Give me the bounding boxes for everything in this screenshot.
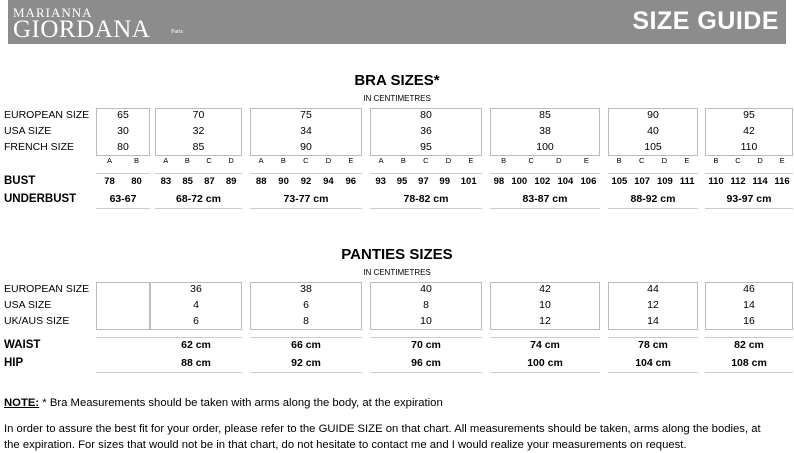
usa-size: 10: [539, 299, 551, 311]
cup-letter: E: [779, 156, 785, 165]
panties-row-label-usa: USA SIZE: [4, 299, 52, 311]
brand-name-main: GIORDANA: [13, 16, 151, 43]
cup-letters-row: [370, 156, 482, 166]
french-size: 85: [192, 141, 205, 153]
panties-row-label-eu: EUROPEAN SIZE: [4, 283, 90, 295]
cup-letter: C: [206, 156, 212, 165]
cup-letter: B: [713, 156, 719, 165]
hip-value: 92 cm: [291, 357, 321, 369]
eu-size: 95: [743, 109, 755, 121]
note-label: NOTE:: [4, 397, 40, 409]
uk-aus-size: 16: [743, 315, 755, 327]
bust-values-row: [155, 174, 242, 189]
eu-size: 42: [539, 283, 551, 295]
bust-value: 107: [634, 176, 651, 187]
usa-size: 8: [423, 299, 429, 311]
hip-value: 104 cm: [635, 357, 671, 369]
bust-values-row: [608, 174, 698, 189]
cup-letter: E: [583, 156, 589, 165]
bust-value: 90: [278, 176, 289, 187]
usa-size: 14: [743, 299, 755, 311]
usa-size: 36: [420, 125, 432, 137]
panties-sizes-title: PANTIES SIZES: [341, 246, 453, 263]
hip-value: 96 cm: [411, 357, 441, 369]
usa-size: 42: [743, 125, 755, 137]
cup-letter: E: [684, 156, 690, 165]
eu-size: 44: [647, 283, 659, 295]
uk-aus-size: 10: [420, 315, 432, 327]
cup-letter: C: [303, 156, 309, 165]
cup-letter: A: [378, 156, 384, 165]
note-line: [4, 395, 443, 411]
usa-size: 34: [300, 125, 312, 137]
size-guide-title: SIZE GUIDE: [632, 7, 779, 35]
cup-letter: D: [661, 156, 668, 165]
instructions-line-1: In order to assure the best fit for your order, please refer to the GUIDE SIZE on that chart. All measurements should be taken, arms along the bodies, at: [4, 423, 761, 435]
uk-aus-size: 8: [303, 315, 309, 327]
bust-value: 80: [131, 176, 142, 187]
bust-value: 106: [580, 176, 597, 187]
cup-letter: B: [501, 156, 507, 165]
hip-label: HIP: [4, 357, 24, 369]
panties-measure-box-first: [96, 337, 150, 373]
cup-letters-row: [96, 156, 150, 166]
hip-value: 88 cm: [181, 357, 211, 369]
cup-letters-row: [155, 156, 242, 166]
brand-city: Paris: [171, 29, 183, 35]
cup-letter: E: [348, 156, 354, 165]
bust-label: BUST: [4, 175, 36, 187]
bra-row-label-fr: FRENCH SIZE: [4, 141, 75, 153]
cup-letter: C: [423, 156, 429, 165]
bust-value: 111: [679, 176, 695, 187]
cup-letter: A: [106, 156, 112, 165]
french-size: 100: [536, 141, 554, 153]
usa-size: 30: [117, 125, 129, 137]
bra-sizes-title: BRA SIZES*: [354, 72, 440, 89]
underbust-value: 73-77 cm: [283, 193, 329, 205]
cup-letters-row: [250, 156, 362, 166]
cup-letter: B: [400, 156, 406, 165]
eu-size: 85: [539, 109, 551, 121]
note-text: * Bra Measurements should be taken with arms along the body, at the expiration: [39, 397, 443, 409]
cup-letter: B: [616, 156, 622, 165]
hip-value: 108 cm: [731, 357, 767, 369]
eu-size: 46: [743, 283, 755, 295]
bust-value: 100: [511, 176, 528, 187]
cup-letter: D: [445, 156, 452, 165]
bust-value: 96: [345, 176, 357, 187]
bust-value: 114: [752, 176, 768, 187]
eu-size: 80: [420, 109, 432, 121]
french-size: 110: [740, 141, 758, 153]
bust-values-row: [370, 174, 482, 189]
eu-size: 65: [117, 109, 129, 121]
waist-value: 78 cm: [638, 339, 668, 351]
panties-row-label-uk: UK/AUS SIZE: [4, 315, 70, 327]
bust-value: 95: [396, 176, 408, 187]
cup-letter: D: [228, 156, 234, 165]
cup-letter: D: [556, 156, 562, 165]
bust-value: 85: [182, 176, 193, 187]
underbust-value: 63-67: [109, 193, 137, 205]
bust-value: 89: [225, 176, 237, 187]
cup-letter: C: [638, 156, 645, 165]
bust-value: 87: [204, 176, 215, 187]
cup-letter: B: [184, 156, 190, 165]
bust-values-row: [705, 174, 793, 189]
bust-value: 105: [611, 176, 628, 187]
underbust-value: 68-72 cm: [176, 193, 221, 205]
french-size: 105: [644, 141, 662, 153]
usa-size: 12: [647, 299, 659, 311]
bra-row-label-usa: USA SIZE: [4, 125, 52, 137]
cup-letter: C: [735, 156, 741, 165]
bust-value: 88: [255, 176, 267, 187]
waist-label: WAIST: [4, 339, 41, 351]
eu-size: 90: [647, 109, 659, 121]
cup-letter: B: [133, 156, 139, 165]
eu-size: 40: [420, 283, 432, 295]
waist-value: 74 cm: [530, 339, 560, 351]
bust-value: 83: [160, 176, 172, 187]
usa-size: 6: [303, 299, 309, 311]
bust-values-row: [250, 174, 362, 189]
usa-size: 38: [539, 125, 551, 137]
bust-value: 78: [104, 176, 115, 187]
panties-unit-label: IN CENTIMETRES: [363, 268, 431, 277]
usa-size: 40: [647, 125, 659, 137]
eu-size: 75: [300, 109, 312, 121]
cup-letter: A: [258, 156, 264, 165]
usa-size: 4: [193, 299, 199, 311]
bra-row-label-eu: EUROPEAN SIZE: [4, 109, 90, 121]
bust-values-row: [490, 174, 600, 189]
eu-size: 38: [300, 283, 312, 295]
header-banner: [8, 0, 786, 44]
usa-size: 32: [192, 125, 205, 137]
bust-value: 116: [774, 176, 790, 187]
underbust-value: 93-97 cm: [726, 193, 772, 205]
panties-size-box-first: [96, 282, 150, 330]
cup-letter: D: [757, 156, 763, 165]
underbust-value: 88-92 cm: [630, 193, 676, 205]
cup-letter: C: [528, 156, 534, 165]
eu-size: 70: [192, 109, 205, 121]
waist-value: 82 cm: [734, 339, 764, 351]
uk-aus-size: 6: [193, 315, 199, 327]
cup-letter: B: [280, 156, 286, 165]
bust-value: 99: [439, 176, 450, 187]
bust-value: 109: [656, 176, 673, 187]
bust-value: 93: [375, 176, 386, 187]
underbust-value: 83-87 cm: [522, 193, 568, 205]
bust-value: 97: [418, 176, 429, 187]
brand-name-top: MARIANNA: [13, 5, 93, 20]
bust-value: 101: [460, 176, 477, 187]
waist-value: 66 cm: [291, 339, 321, 351]
hip-value: 100 cm: [527, 357, 563, 369]
uk-aus-size: 14: [647, 315, 659, 327]
bra-unit-label: IN CENTIMETRES: [363, 94, 431, 103]
bust-value: 94: [323, 176, 334, 187]
waist-value: 70 cm: [411, 339, 441, 351]
cup-letter: A: [163, 156, 169, 165]
cup-letters-row: [490, 156, 600, 166]
waist-value: 62 cm: [181, 339, 211, 351]
bust-values-row: [96, 174, 150, 189]
bust-value: 98: [493, 176, 505, 187]
cup-letter: E: [468, 156, 474, 165]
instructions-line-2: the expiration. For sizes that would not be in that chart, do not hesitate to contact me and I would realize your measurements on request.: [4, 439, 687, 451]
french-size: 80: [117, 141, 129, 153]
bust-value: 104: [557, 176, 574, 187]
uk-aus-size: 12: [539, 315, 551, 327]
bust-value: 110: [708, 176, 724, 187]
bust-value: 112: [730, 176, 746, 187]
cup-letters-row: [608, 156, 698, 166]
cup-letters-row: [705, 156, 793, 166]
cup-letter: D: [325, 156, 332, 165]
french-size: 95: [420, 141, 432, 153]
french-size: 90: [300, 141, 312, 153]
bust-value: 92: [300, 176, 312, 187]
bust-value: 102: [534, 176, 551, 187]
eu-size: 36: [190, 283, 202, 295]
underbust-value: 78-82 cm: [403, 193, 449, 205]
underbust-label: UNDERBUST: [4, 193, 77, 205]
